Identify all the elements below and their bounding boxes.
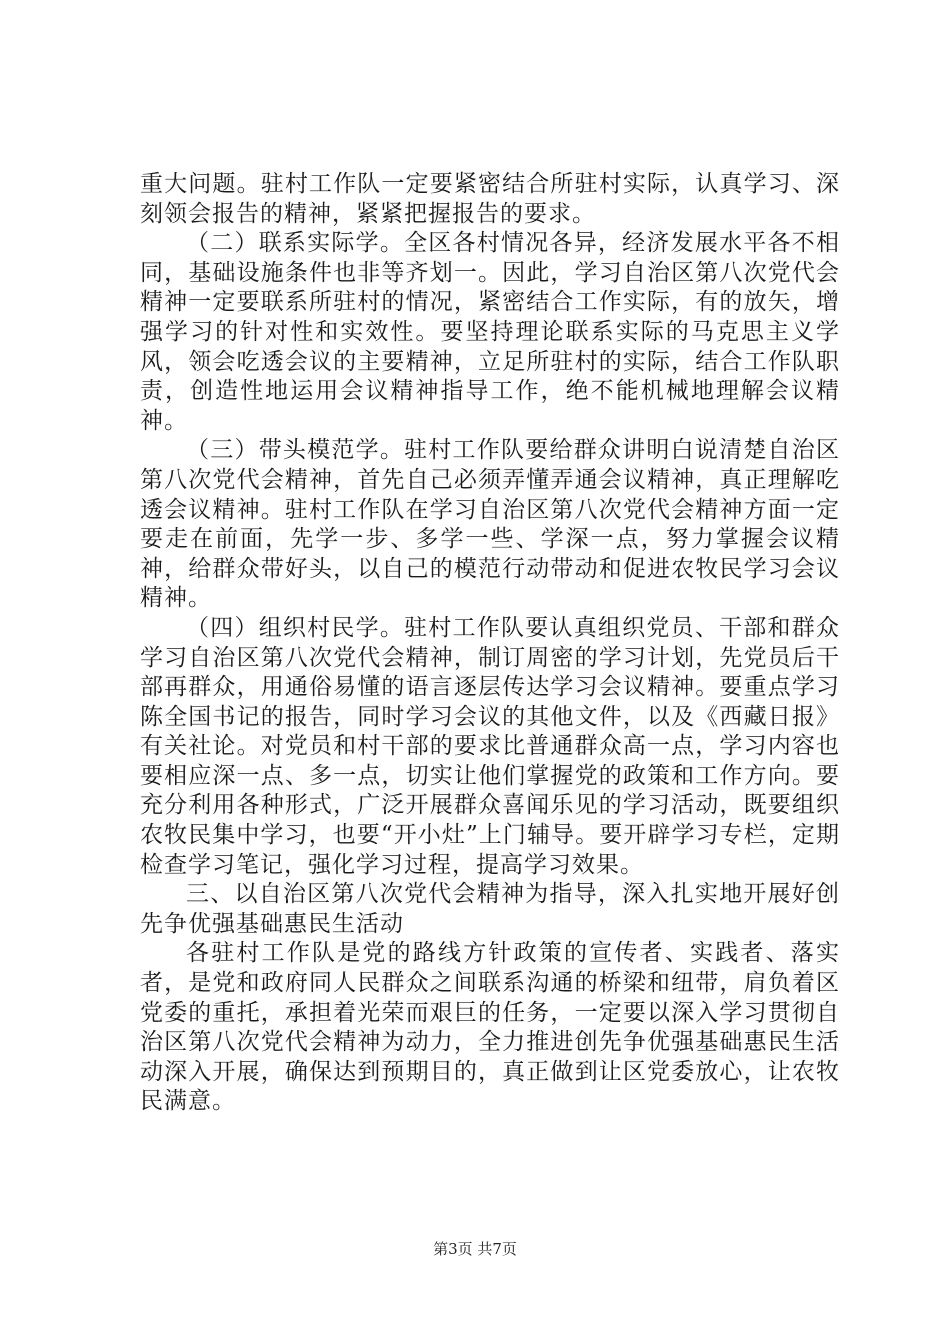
section-heading-3: 三、以自治区第八次党代会精神为指导，深入扎实地开展好创先争优强基础惠民生活动 — [140, 881, 840, 937]
paragraph-section-4: （四）组织村民学。驻村工作队要认真组织党员、干部和群众学习自治区第八次党代会精神，制订周密的学习计划，先党员后干部再群众，用通俗易懂的语言逐层传达学习会议精神。要重点学习陈全国书记的报告，同时学习会议的其他文件，以及《西藏日报》有关社论。对党员和村干部的要求比普通群众高一点，学习内容也要相应深一点、多一点，切实让他们掌握党的政策和工作方向。要充分利用各种形式，广泛开展群众喜闻乐见的学习活动，既要组织农牧民集中学习，也要“开小灶”上门辅导。要开辟学习专栏，定期检查学习笔记，强化学习过程，提高学习效果。 — [140, 614, 840, 878]
page-footer: 第3页 共7页 — [433, 1240, 517, 1258]
paragraph-section-3: （三）带头模范学。驻村工作队要给群众讲明白说清楚自治区第八次党代会精神，首先自己必须弄懂弄通会议精神，真正理解吃透会议精神。驻村工作队在学习自治区第八次党代会精神方面一定要走在前面，先学一步、多学一些、学深一点，努力掌握会议精神，给群众带好头，以自己的模范行动带动和促进农牧民学习会议精神。 — [140, 437, 840, 612]
paragraph-section-heading-3-body: 各驻村工作队是党的路线方针政策的宣传者、实践者、落实者，是党和政府同人民群众之间联系沟通的桥梁和纽带，肩负着区党委的重托，承担着光荣而艰巨的任务，一定要以深入学习贯彻自治区第八次党代会精神为动力，全力推进创先争优强基础惠民生活动深入开展，确保达到预期目的，真正做到让区党委放心，让农牧民满意。 — [140, 940, 840, 1115]
document-body — [140, 170, 840, 1117]
paragraph-section-2: （二）联系实际学。全区各村情况各异，经济发展水平各不相同，基础设施条件也非等齐划一。因此，学习自治区第八次党代会精神一定要联系所驻村的情况，紧密结合工作实际，有的放矢，增强学习的针对性和实效性。要坚持理论联系实际的马克思主义学风，领会吃透会议的主要精神，立足所驻村的实际，结合工作队职责，创造性地运用会议精神指导工作，绝不能机械地理解会议精神。 — [140, 230, 840, 434]
paragraph-continuation: 重大问题。驻村工作队一定要紧密结合所驻村实际，认真学习、深刻领会报告的精神，紧紧把握报告的要求。 — [140, 171, 840, 227]
